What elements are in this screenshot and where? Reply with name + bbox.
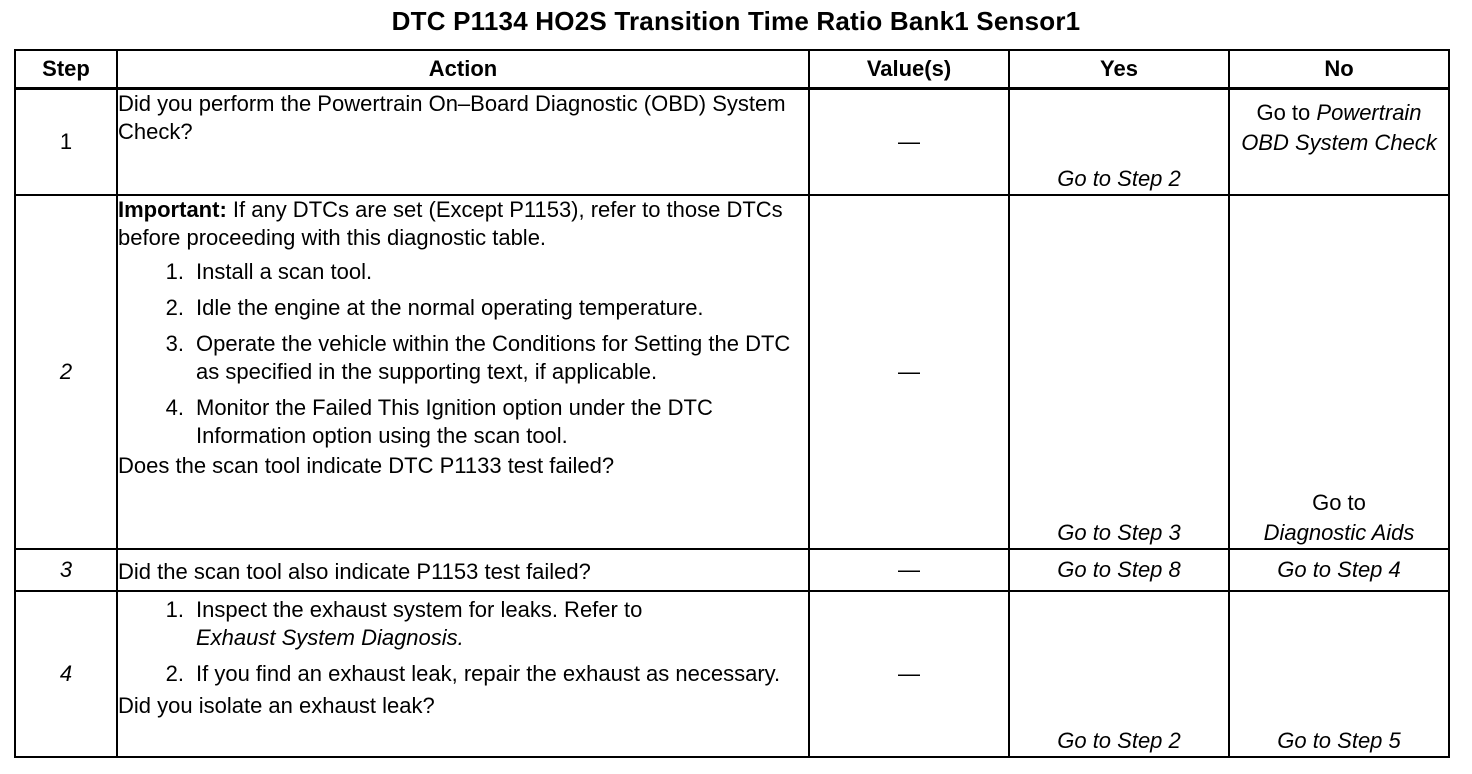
table-header-row [15, 50, 1449, 89]
list-text: Monitor the Failed This Ignition option under the DTC Information option using the scan tool. [196, 395, 713, 448]
yes-cell [1009, 195, 1229, 549]
list-item [118, 258, 808, 286]
value-cell: — [809, 591, 1009, 757]
value-cell: — [809, 195, 1009, 549]
header-action: Action [117, 50, 809, 89]
step-cell [15, 591, 117, 757]
table-row [15, 195, 1449, 549]
yes-link[interactable]: Go to Step 2 [1057, 728, 1181, 753]
value-cell: — [809, 549, 1009, 591]
list-item [118, 294, 808, 322]
header-step: Step [15, 50, 117, 89]
yes-link[interactable]: Go to Step 3 [1057, 520, 1181, 545]
list-item [118, 330, 808, 386]
page-title: DTC P1134 HO2S Transition Time Ratio Bank1 Sensor1 [391, 6, 1081, 36]
list-number: 2. [165, 661, 184, 686]
list-text-main: Inspect the exhaust system for leaks. Refer to [196, 597, 643, 622]
list-text: If you find an exhaust leak, repair the exhaust as necessary. [196, 661, 781, 686]
yes-link[interactable]: Go to Step 2 [1057, 166, 1181, 191]
no-link[interactable]: Powertrain OBD System Check [1241, 100, 1437, 155]
no-prefix: Go to [1312, 490, 1366, 515]
exhaust-diagnosis-link[interactable]: Exhaust System Diagnosis. [196, 625, 464, 650]
no-cell [1229, 591, 1449, 757]
list-item [118, 660, 808, 688]
value-cell: — [809, 89, 1009, 196]
step-cell [15, 195, 117, 549]
action-cell [117, 549, 809, 591]
action-text: Did the scan tool also indicate P1153 test failed? [118, 559, 591, 584]
list-number: 2. [165, 295, 184, 320]
step-number: 1 [59, 129, 73, 154]
action-cell [117, 89, 809, 196]
step-list [118, 596, 808, 688]
important-note [118, 196, 808, 252]
table-row [15, 591, 1449, 757]
list-number: 4. [165, 395, 184, 420]
yes-cell [1009, 549, 1229, 591]
action-text: Did you perform the Powertrain On–Board Diagnostic (OBD) System Check? [118, 91, 786, 144]
no-prefix: Go to [1256, 100, 1311, 125]
step-list [118, 258, 808, 450]
yes-cell [1009, 591, 1229, 757]
important-label: Important: [118, 197, 227, 222]
list-item [118, 394, 808, 450]
list-text: Idle the engine at the normal operating temperature. [196, 295, 704, 320]
no-link[interactable]: Go to Step 5 [1277, 728, 1401, 753]
no-cell [1229, 549, 1449, 591]
list-text: Install a scan tool. [196, 259, 373, 284]
list-number: 1. [165, 597, 184, 622]
no-link[interactable]: Diagnostic Aids [1263, 520, 1415, 545]
yes-cell [1009, 89, 1229, 196]
action-cell [117, 591, 809, 757]
header-no: No [1229, 50, 1449, 89]
list-item [118, 596, 808, 652]
list-number: 1. [165, 259, 184, 284]
yes-link[interactable]: Go to Step 8 [1057, 557, 1181, 582]
table-row [15, 89, 1449, 196]
list-number: 3. [165, 331, 184, 356]
question-text: Did you isolate an exhaust leak? [118, 693, 435, 718]
table-row [15, 549, 1449, 591]
list-text: Operate the vehicle within the Conditions for Setting the DTC as specified in the supporting text, if applicable. [196, 331, 791, 384]
step-number: 3 [59, 557, 73, 582]
step-cell [15, 549, 117, 591]
no-cell [1229, 89, 1449, 196]
step-number: 2 [59, 359, 73, 384]
header-yes: Yes [1009, 50, 1229, 89]
list-text [196, 596, 808, 652]
diagnostic-table [14, 49, 1450, 758]
action-cell [117, 195, 809, 549]
important-text: If any DTCs are set (Except P1153), refer to those DTCs before proceeding with this diagnostic table. [118, 197, 783, 250]
header-values: Value(s) [809, 50, 1009, 89]
question-text: Does the scan tool indicate DTC P1133 test failed? [118, 453, 615, 478]
no-link[interactable]: Go to Step 4 [1277, 557, 1401, 582]
no-cell [1229, 195, 1449, 549]
step-cell [15, 89, 117, 196]
step-number: 4 [59, 661, 73, 686]
